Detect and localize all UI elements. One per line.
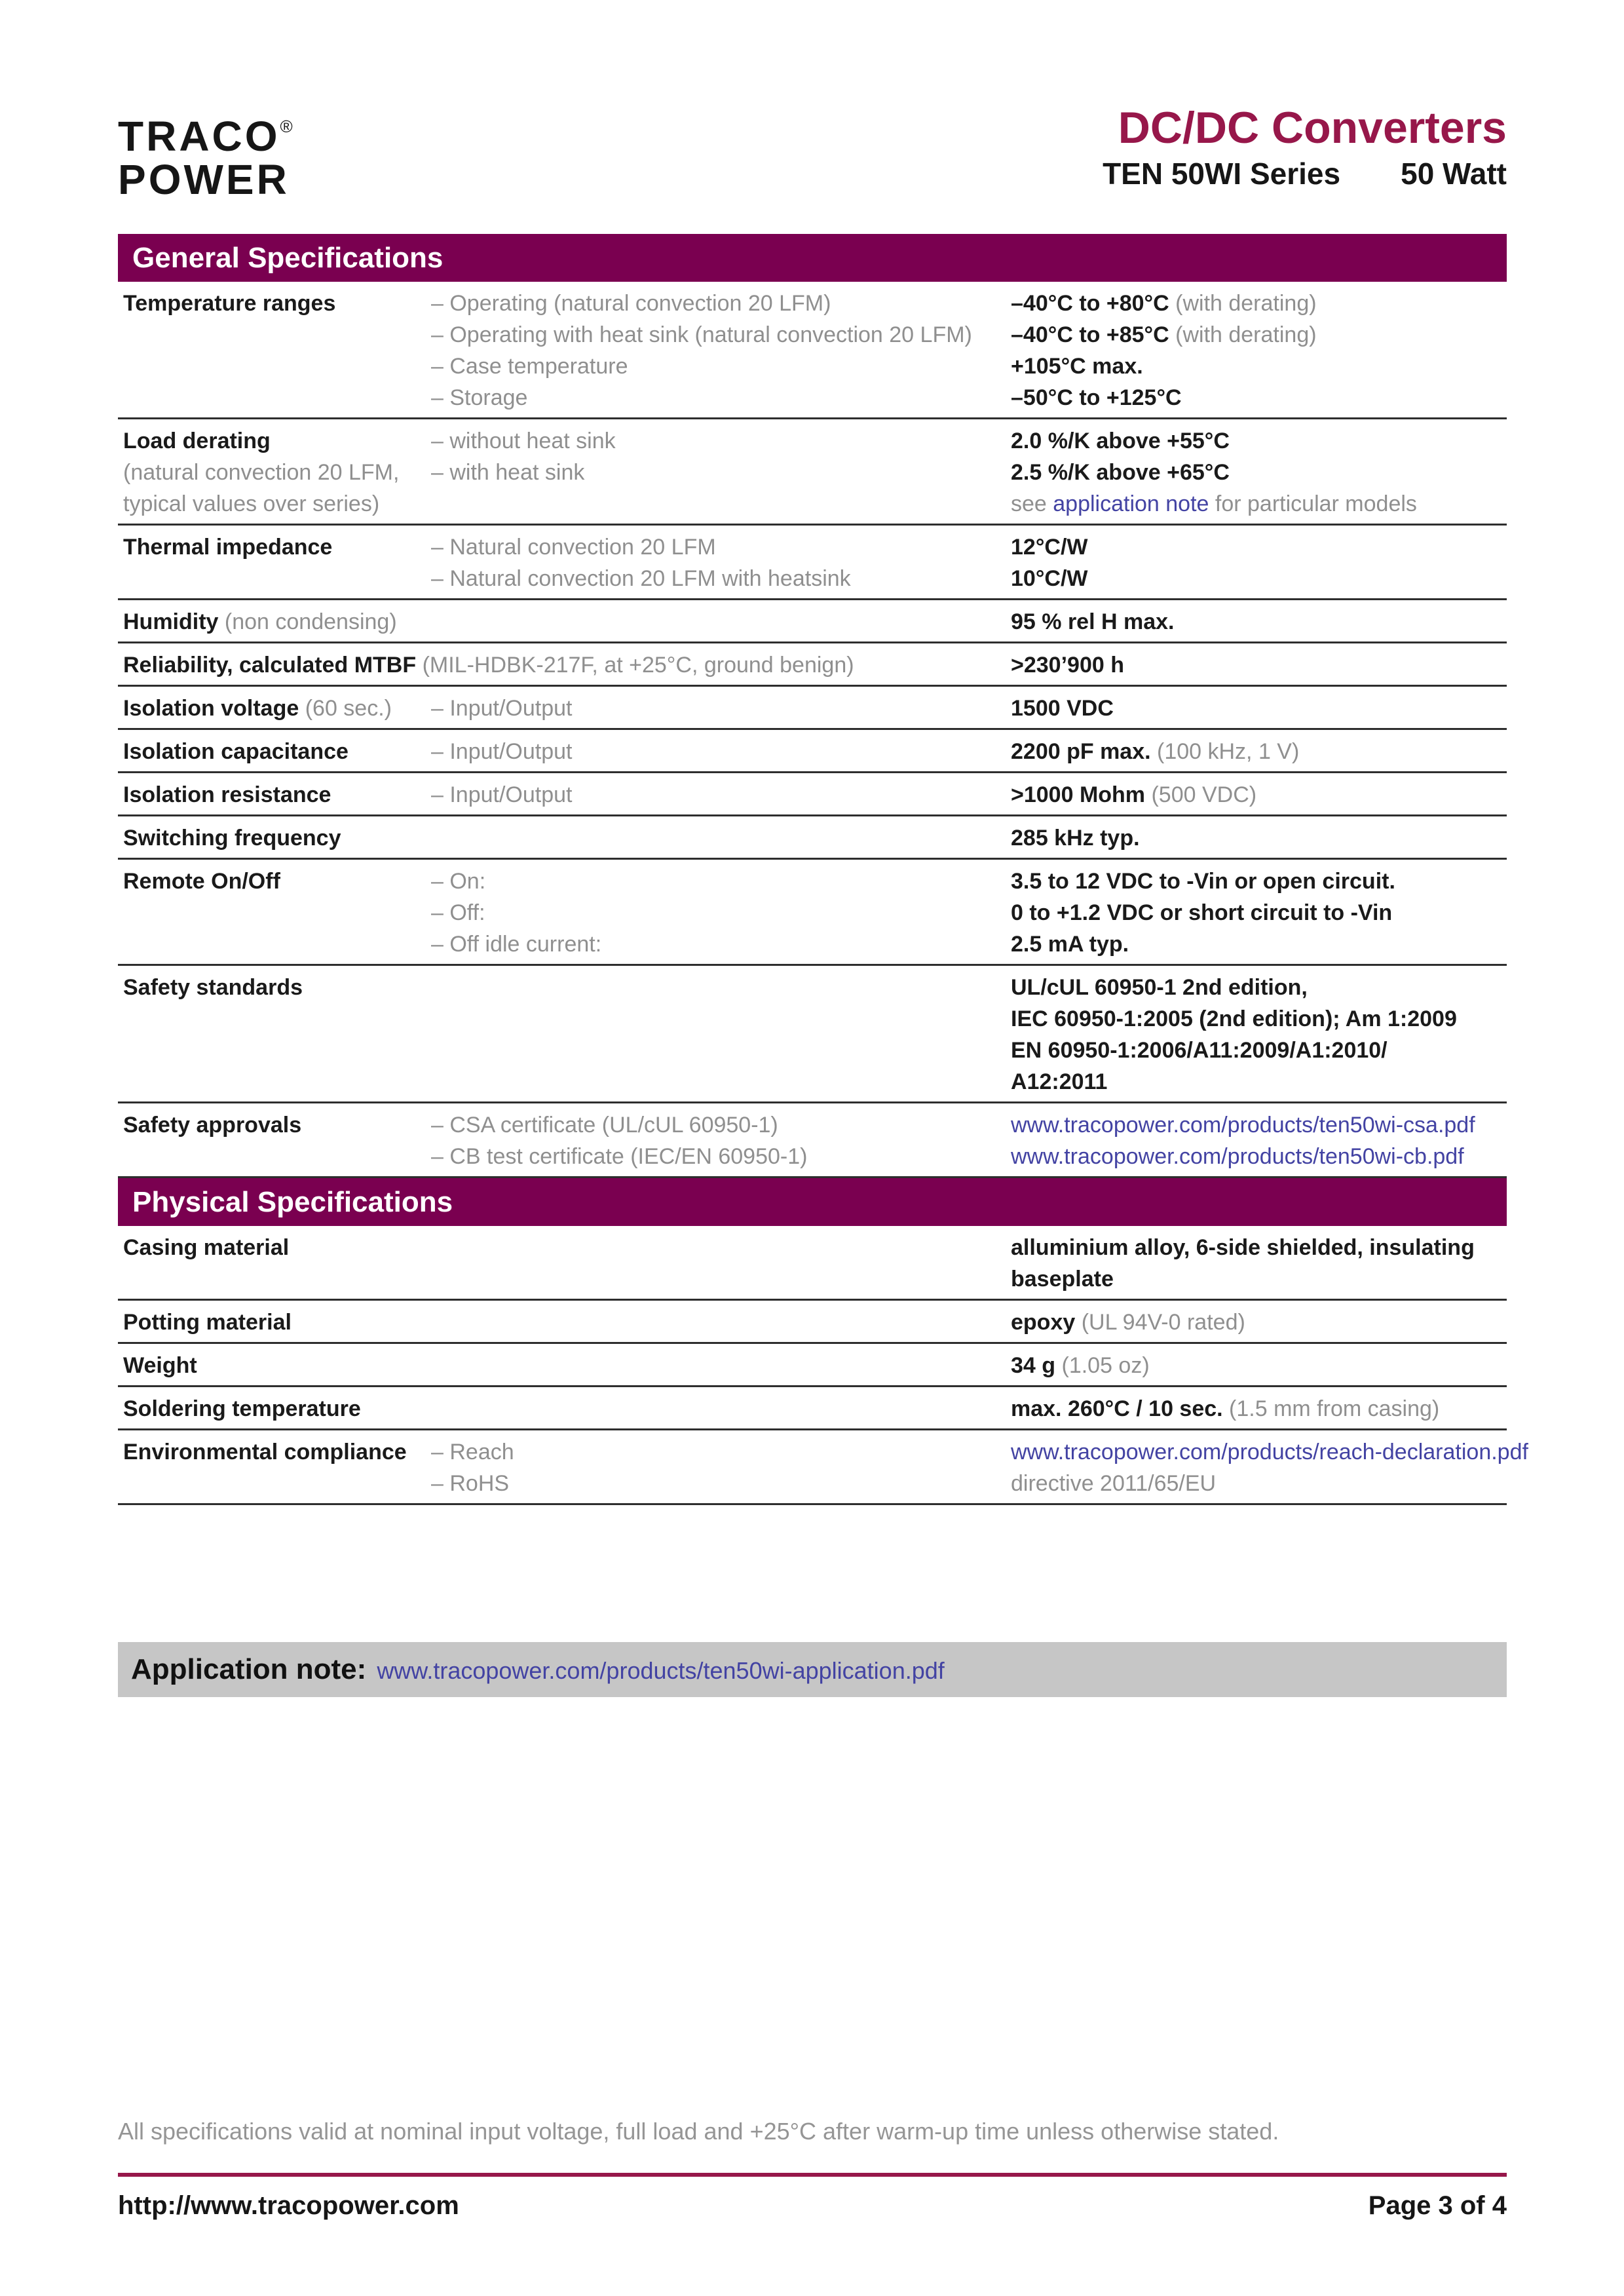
spec-cell: [123, 736, 431, 767]
text-segment: IEC 60950-1:2005 (2nd edition); Am 1:2009: [1011, 1006, 1457, 1031]
spec-row: [118, 1430, 1528, 1505]
spec-value-line: [1011, 531, 1512, 563]
spec-cell: [1011, 649, 1512, 681]
spec-cell: [1011, 288, 1512, 413]
spec-label-line: [123, 531, 431, 563]
text-segment: – Operating (natural convection 20 LFM): [431, 291, 831, 316]
text-segment: – with heat sink: [431, 460, 585, 485]
spec-cell: [1011, 531, 1512, 594]
text-segment: (with derating): [1169, 291, 1317, 316]
spec-sub-line: [431, 1141, 1011, 1172]
spec-label-line: [123, 693, 431, 724]
text-segment: Temperature ranges: [123, 291, 336, 316]
text-segment: >230’900 h: [1011, 653, 1124, 678]
text-segment: – Off:: [431, 900, 485, 925]
spec-cell: [1011, 866, 1512, 960]
text-segment: 34 g: [1011, 1353, 1056, 1378]
spec-sub-line: [431, 382, 1011, 413]
spec-value-line: [1011, 1263, 1512, 1295]
text-segment: 285 kHz typ.: [1011, 826, 1140, 851]
text-segment: Isolation voltage: [123, 696, 299, 721]
title-block: [1103, 105, 1507, 191]
spec-sub-line: [431, 563, 1011, 594]
text-segment: (100 kHz, 1 V): [1150, 739, 1300, 764]
spec-sub-line: [431, 457, 1011, 488]
spec-cell: [431, 779, 1011, 811]
text-segment: Safety standards: [123, 975, 303, 1000]
page-footer: [118, 2191, 1507, 2221]
spec-value-line: [1011, 563, 1512, 594]
spec-cell: [431, 736, 1011, 767]
text-segment: 2.5 %/K above +65°C: [1011, 460, 1230, 485]
spec-value-line: [1011, 1003, 1512, 1035]
spec-value-line: [1011, 736, 1512, 767]
spec-table: [118, 1226, 1528, 1505]
spec-cell: [1011, 1307, 1512, 1338]
section-header: Physical Specifications: [118, 1178, 1507, 1226]
spec-sub-line: [431, 351, 1011, 382]
text-segment: – Natural convection 20 LFM with heatsink: [431, 566, 851, 591]
logo-line-1: TRACO®: [118, 113, 293, 160]
spec-cell: [123, 1393, 1011, 1425]
text-segment: typical values over series): [123, 491, 380, 516]
spec-label-line: [123, 288, 431, 319]
spec-value-line: [1011, 1350, 1512, 1381]
spec-row: [118, 600, 1507, 643]
registered-trademark-icon: ®: [280, 117, 293, 136]
spec-value-line: [1011, 382, 1512, 413]
spec-cell: [123, 425, 431, 520]
spec-cell: [1011, 1350, 1512, 1381]
spec-sub-line: [431, 928, 1011, 960]
spec-value-line: [1011, 1066, 1512, 1098]
spec-label-line: [123, 1307, 1011, 1338]
spec-cell: [1011, 1232, 1512, 1295]
link[interactable]: www.tracopower.com/products/ten50wi-csa.pdf: [1011, 1113, 1475, 1138]
text-segment: 2200 pF max.: [1011, 739, 1151, 764]
spec-row: [118, 687, 1507, 730]
spec-label-line: [123, 866, 431, 897]
spec-row: [118, 1387, 1507, 1430]
text-segment: (60 sec.): [299, 696, 392, 721]
spec-row: [118, 1301, 1507, 1344]
text-segment: +105°C max.: [1011, 354, 1143, 379]
spec-label-line: [123, 649, 1011, 681]
spec-value-line: [1011, 1307, 1512, 1338]
text-segment: (500 VDC): [1145, 782, 1257, 807]
spec-row: [118, 419, 1507, 526]
logo-line-2: POWER: [118, 156, 290, 203]
text-segment: –50°C to +125°C: [1011, 385, 1182, 410]
link[interactable]: application note: [1053, 491, 1209, 516]
text-segment: Thermal impedance: [123, 535, 333, 560]
spec-sub-line: [431, 866, 1011, 897]
spec-value-line: [1011, 1468, 1512, 1499]
text-segment: (UL 94V-0 rated): [1075, 1310, 1245, 1335]
text-segment: 2.5 mA typ.: [1011, 932, 1129, 957]
spec-value-line: [1011, 288, 1512, 319]
spec-cell: [431, 1109, 1011, 1172]
spec-cell: [123, 1350, 1011, 1381]
spec-sub-line: [431, 531, 1011, 563]
page-number: Page 3 of 4: [1368, 2191, 1507, 2220]
spec-cell: [1011, 1436, 1528, 1499]
spec-label-line: [123, 1436, 431, 1468]
spec-cell: [431, 693, 1011, 724]
spec-cell: [123, 972, 1011, 1098]
spec-cell: [431, 288, 1011, 413]
spec-row: [118, 860, 1507, 966]
spec-table: [118, 282, 1507, 1178]
application-note-label: Application note:: [131, 1653, 367, 1685]
text-segment: UL/cUL 60950-1 2nd edition,: [1011, 975, 1308, 1000]
spec-value-line: [1011, 488, 1512, 520]
text-segment: Soldering temperature: [123, 1396, 361, 1421]
spec-cell: [1011, 606, 1512, 638]
text-segment: – Off idle current:: [431, 932, 602, 957]
spec-cell: [123, 822, 1011, 854]
spec-cell: [431, 866, 1011, 960]
text-segment: 3.5 to 12 VDC to -Vin or open circuit.: [1011, 869, 1395, 894]
spec-cell: [1011, 822, 1512, 854]
spec-cell: [1011, 779, 1512, 811]
link[interactable]: www.tracopower.com/products/ten50wi-cb.pdf: [1011, 1144, 1464, 1169]
spec-value-line: [1011, 319, 1512, 351]
spec-tables: [118, 234, 1528, 1505]
section-header: General Specifications: [118, 234, 1507, 282]
text-segment: 95 % rel H max.: [1011, 609, 1175, 634]
text-segment: see: [1011, 491, 1053, 516]
spec-sub-line: [431, 288, 1011, 319]
text-segment: Isolation capacitance: [123, 739, 349, 764]
text-segment: Reliability, calculated MTBF: [123, 653, 417, 678]
text-segment: Potting material: [123, 1310, 292, 1335]
text-segment: 2.0 %/K above +55°C: [1011, 429, 1230, 453]
spec-cell: [123, 1436, 431, 1499]
text-segment: Safety approvals: [123, 1113, 302, 1138]
text-segment: for particular models: [1209, 491, 1417, 516]
link[interactable]: www.tracopower.com/products/reach-declaration.pdf: [1011, 1440, 1528, 1464]
spec-cell: [123, 649, 1011, 681]
text-segment: – CSA certificate (UL/cUL 60950-1): [431, 1113, 778, 1138]
text-segment: – Input/Output: [431, 782, 573, 807]
text-segment: – Case temperature: [431, 354, 628, 379]
spec-cell: [123, 1232, 1011, 1295]
spec-row: [118, 1344, 1507, 1387]
spec-sub-line: [431, 1109, 1011, 1141]
spec-row: [118, 773, 1507, 816]
spec-sub-line: [431, 736, 1011, 767]
text-segment: directive 2011/65/EU: [1011, 1471, 1217, 1496]
spec-cell: [1011, 972, 1512, 1098]
spec-row: [118, 643, 1507, 687]
text-segment: 1500 VDC: [1011, 696, 1114, 721]
text-segment: Remote On/Off: [123, 869, 280, 894]
spec-label-line: [123, 606, 1011, 638]
spec-row: [118, 1103, 1507, 1178]
spec-label-line: [123, 1393, 1011, 1425]
text-segment: Environmental compliance: [123, 1440, 407, 1464]
text-segment: – without heat sink: [431, 429, 616, 453]
text-segment: max. 260°C / 10 sec.: [1011, 1396, 1223, 1421]
spec-row: [118, 282, 1507, 419]
spec-cell: [123, 531, 431, 594]
spec-value-line: [1011, 649, 1512, 681]
text-segment: (MIL-HDBK-217F, at +25°C, ground benign): [416, 653, 854, 678]
text-segment: Humidity: [123, 609, 219, 634]
text-segment: – Operating with heat sink (natural convection 20 LFM): [431, 322, 972, 347]
spec-label-line: [123, 972, 1011, 1003]
spec-row: [118, 730, 1507, 773]
footnote: All specifications valid at nominal input voltage, full load and +25°C after warm-up time unless otherwise stated.: [118, 2118, 1279, 2145]
text-segment: (1.5 mm from casing): [1222, 1396, 1440, 1421]
spec-sub-line: [431, 1436, 1011, 1468]
spec-cell: [1011, 1393, 1512, 1425]
spec-cell: [1011, 736, 1512, 767]
spec-label-line: [123, 1232, 1011, 1263]
spec-cell: [431, 425, 1011, 520]
text-segment: – CB test certificate (IEC/EN 60950-1): [431, 1144, 808, 1169]
spec-row: [118, 816, 1507, 860]
spec-sub-line: [431, 1468, 1011, 1499]
spec-label-line: [123, 736, 431, 767]
text-segment: Isolation resistance: [123, 782, 331, 807]
text-segment: – Reach: [431, 1440, 514, 1464]
text-segment: A12:2011: [1011, 1069, 1108, 1094]
spec-value-line: [1011, 1393, 1512, 1425]
spec-row: [118, 966, 1507, 1103]
spec-cell: [1011, 1109, 1512, 1172]
document-header: [118, 0, 1507, 201]
spec-value-line: [1011, 1436, 1528, 1468]
text-segment: – Natural convection 20 LFM: [431, 535, 716, 560]
text-segment: baseplate: [1011, 1267, 1114, 1292]
spec-value-line: [1011, 606, 1512, 638]
text-segment: 10°C/W: [1011, 566, 1088, 591]
spec-sub-line: [431, 425, 1011, 457]
text-segment: Casing material: [123, 1235, 290, 1260]
spec-label-line: [123, 488, 431, 520]
spec-value-line: [1011, 897, 1512, 928]
text-segment: – Storage: [431, 385, 528, 410]
spec-cell: [431, 1436, 1011, 1499]
spec-value-line: [1011, 457, 1512, 488]
spec-row: [118, 526, 1507, 600]
document-title: DC/DC Converters: [1118, 103, 1507, 153]
text-segment: >1000 Mohm: [1011, 782, 1146, 807]
spec-sub-line: [431, 897, 1011, 928]
spec-cell: [123, 779, 431, 811]
spec-value-line: [1011, 693, 1512, 724]
text-segment: 12°C/W: [1011, 535, 1088, 560]
spec-label-line: [123, 822, 1011, 854]
text-segment: (1.05 oz): [1055, 1353, 1150, 1378]
text-segment: – On:: [431, 869, 486, 894]
spec-value-line: [1011, 866, 1512, 897]
spec-sub-line: [431, 319, 1011, 351]
spec-cell: [123, 866, 431, 960]
spec-row: [118, 1226, 1507, 1301]
application-note-bar: [118, 1642, 1507, 1697]
spec-cell: [431, 531, 1011, 594]
application-note-link[interactable]: www.tracopower.com/products/ten50wi-application.pdf: [377, 1657, 945, 1684]
text-segment: epoxy: [1011, 1310, 1076, 1335]
spec-value-line: [1011, 425, 1512, 457]
spec-value-line: [1011, 822, 1512, 854]
spec-value-line: [1011, 1141, 1512, 1172]
text-segment: EN 60950-1:2006/A11:2009/A1:2010/: [1011, 1038, 1388, 1063]
spec-cell: [123, 693, 431, 724]
spec-cell: [123, 1109, 431, 1172]
spec-value-line: [1011, 351, 1512, 382]
spec-value-line: [1011, 779, 1512, 811]
text-segment: – Input/Output: [431, 739, 573, 764]
text-segment: alluminium alloy, 6-side shielded, insulating: [1011, 1235, 1475, 1260]
spec-label-line: [123, 779, 431, 811]
text-segment: Load derating: [123, 429, 271, 453]
text-segment: – RoHS: [431, 1471, 510, 1496]
spec-label-line: [123, 1109, 431, 1141]
spec-value-line: [1011, 972, 1512, 1003]
spec-cell: [123, 606, 1011, 638]
text-segment: 0 to +1.2 VDC or short circuit to -Vin: [1011, 900, 1393, 925]
spec-cell: [123, 288, 431, 413]
spec-value-line: [1011, 928, 1512, 960]
spec-sub-line: [431, 779, 1011, 811]
wattage: 50 Watt: [1401, 157, 1507, 191]
spec-cell: [123, 1307, 1011, 1338]
spec-label-line: [123, 457, 431, 488]
footer-url[interactable]: http://www.tracopower.com: [118, 2191, 459, 2220]
spec-cell: [1011, 425, 1512, 520]
spec-label-line: [123, 1350, 1011, 1381]
series-name: TEN 50WI Series: [1103, 157, 1341, 191]
spec-value-line: [1011, 1035, 1512, 1066]
traco-power-logo: [118, 105, 293, 201]
text-segment: (non condensing): [218, 609, 397, 634]
text-segment: –40°C to +85°C: [1011, 322, 1169, 347]
spec-cell: [1011, 693, 1512, 724]
text-segment: Switching frequency: [123, 826, 341, 851]
text-segment: –40°C to +80°C: [1011, 291, 1169, 316]
text-segment: (natural convection 20 LFM,: [123, 460, 400, 485]
footer-divider: [118, 2173, 1507, 2177]
text-segment: (with derating): [1169, 322, 1317, 347]
document-subtitle: [1103, 156, 1507, 191]
spec-label-line: [123, 425, 431, 457]
text-segment: Weight: [123, 1353, 197, 1378]
spec-value-line: [1011, 1232, 1512, 1263]
spec-value-line: [1011, 1109, 1512, 1141]
text-segment: – Input/Output: [431, 696, 573, 721]
spec-sub-line: [431, 693, 1011, 724]
